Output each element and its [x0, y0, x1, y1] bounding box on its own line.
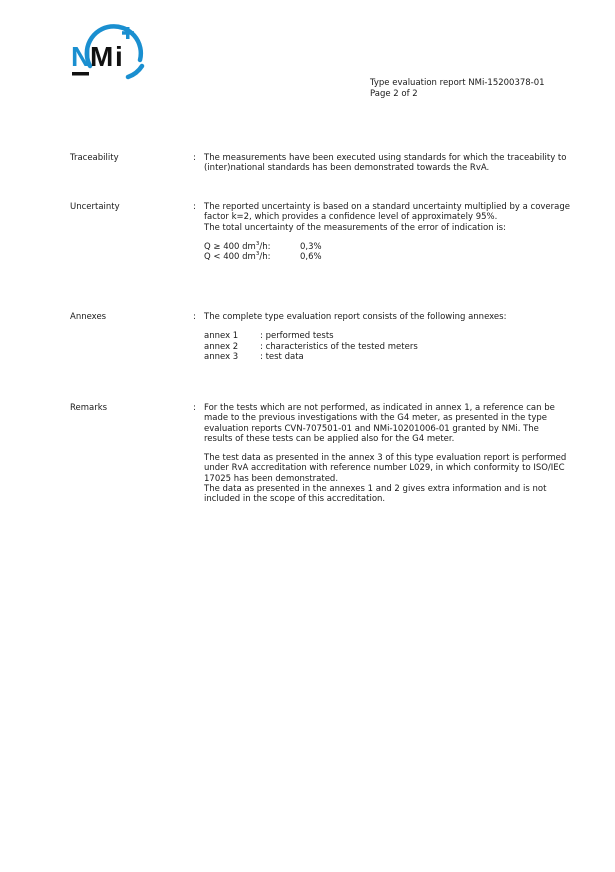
- report-number: Type evaluation report NMi-15200378-01: [370, 78, 545, 88]
- uncertainty-text: [204, 202, 570, 262]
- uncertainty-paragraph-1: The reported uncertainty is based on a standard uncertainty multiplied by a coverage factor k=2, which provides a confidence level of approximately 95%.: [204, 202, 570, 223]
- uncertainty-value: 0,3%: [300, 241, 322, 252]
- svg-text:M: M: [90, 41, 114, 72]
- annex-item: annex 2 : characteristics of the tested meters: [204, 341, 418, 352]
- remarks-text: [204, 403, 570, 505]
- colon: :: [193, 403, 196, 413]
- report-header: [370, 78, 545, 99]
- svg-text:i: i: [115, 41, 123, 72]
- svg-text:N: N: [71, 41, 92, 72]
- annex-item: annex 1 : performed tests: [204, 331, 334, 342]
- annexes-label: Annexes: [70, 312, 107, 322]
- uncertainty-row: Q ≥ 400 $dm^3/h$: 0,3%: [204, 240, 322, 252]
- remarks-paragraph-3: The data as presented in the annexes 1 and 2 gives extra information and is not included in the scope of this accreditation.: [204, 484, 547, 505]
- page-number: Page 2 of 2: [370, 88, 418, 99]
- uncertainty-row: Q < 400 $dm^3/h$: 0,6%: [204, 250, 322, 263]
- colon: :: [193, 202, 196, 212]
- colon: :: [193, 153, 196, 163]
- remarks-label: Remarks: [70, 403, 108, 413]
- annexes-text: [204, 312, 570, 362]
- uncertainty-label: Uncertainty: [70, 202, 120, 212]
- traceability-label: Traceability: [70, 153, 119, 163]
- colon: :: [193, 312, 196, 322]
- traceability-paragraph: The measurements have been executed using standards for which the traceability to (inter)national standards has been demonstrated towards the RvA.: [204, 153, 567, 174]
- traceability-text: [204, 153, 570, 174]
- uncertainty-value: 0,6%: [300, 252, 322, 263]
- annex-item: annex 3 : test data: [204, 351, 304, 362]
- nmi-logo: [68, 22, 158, 82]
- remarks-paragraph-2: The test data as presented in the annex 3 of this type evaluation report is performed under RvA accreditation with reference number L029, in which conformity to ISO/IEC 17025 has been demonstrated.: [204, 453, 567, 484]
- annexes-intro: The complete type evaluation report consists of the following annexes:: [204, 312, 507, 322]
- uncertainty-paragraph-2: The total uncertainty of the measurements of the error of indication is:: [204, 222, 506, 233]
- remarks-paragraph-1: For the tests which are not performed, as indicated in annex 1, a reference can be made to the previous investigations with the G4 meter, as presented in the type evaluation reports CVN-707501-01 and NMi-10201006-01 granted by NMi. The results of these tests can be applied also for the G4 meter.: [204, 403, 555, 444]
